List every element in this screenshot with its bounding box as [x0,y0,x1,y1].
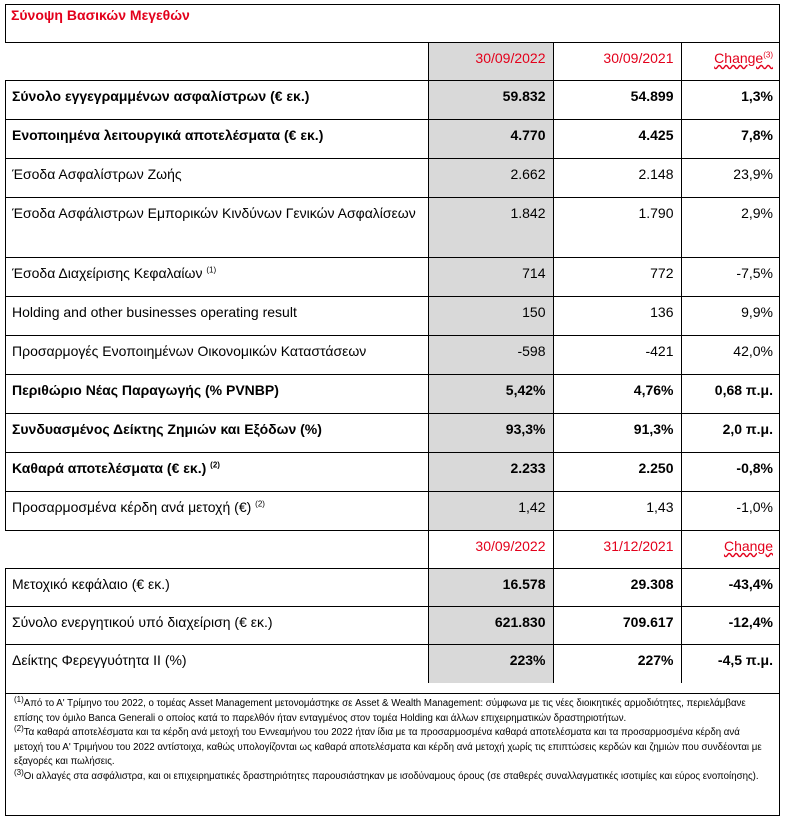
row-change: -7,5% [736,265,773,281]
table-row [5,569,780,607]
row-value-2022: 621.830 [494,614,546,630]
header2-date-1: 30/09/2022 [475,538,546,554]
footnote-marker: (2) [14,723,24,733]
row-value-2021: 1,43 [646,499,674,515]
header-date-1: 30/09/2022 [475,50,546,66]
table-row [5,607,780,645]
row-value-2022: 714 [522,265,546,281]
row-value-2022: 2.233 [510,460,546,476]
row-value-2022: 2.662 [510,166,546,182]
row-value-2022: 59.832 [502,88,546,104]
header-row-1 [5,43,780,81]
row-change: 1,3% [741,88,773,104]
footnote [14,694,771,726]
header-row-2 [5,531,780,569]
row-value-2021: 2.148 [638,166,674,182]
row-value-2022: 5,42% [505,382,546,398]
footnote [14,723,771,770]
table-title: Σύνοψη Βασικών Μεγεθών [11,7,190,23]
header-change: Change [714,50,764,66]
row-value-2021: -421 [645,343,674,359]
table-row [5,258,780,297]
footnote-text: Οι αλλαγές στα ασφάλιστρα, και οι επιχειρηματικές δραστηριότητες παρουσιάστηκαν με ισοδύναμους όρους (σε σταθερές συναλλαγματικές ισοτιμίες και εύρος ενοποίησης). [23,770,759,782]
row-change: 42,0% [733,343,773,359]
table-row [5,492,780,531]
row-label: Προσαρμοσμένα κέρδη ανά μετοχή (€) [12,499,252,515]
header2-change: Change [723,538,773,554]
row-change: 2,0 π.μ. [722,421,773,437]
row-label: Περιθώριο Νέας Παραγωγής (% PVNBP) [12,382,279,398]
row-change: -12,4% [728,614,773,630]
row-change: 7,8% [741,127,773,143]
row-value-2021: 4.425 [638,127,674,143]
header2-date-2: 31/12/2021 [603,538,674,554]
row-value-2022: 93,3% [505,421,546,437]
row-value-2022: 16.578 [502,576,546,592]
row-label: Σύνολο εγγεγραμμένων ασφαλίστρων (€ εκ.) [12,88,310,104]
row-value-2021: 91,3% [633,421,674,437]
row-value-2021: 227% [637,652,674,668]
row-label: Ενοποιημένα λειτουργικά αποτελέσματα (€ εκ.) [12,127,324,143]
row-label: Holding and other businesses operating result [12,304,297,320]
table-row [5,297,780,336]
table-row [5,336,780,375]
row-label: Έσοδα Ασφαλίστρων Ζωής [12,166,182,182]
row-label-sup: (2) [255,499,265,509]
header-date-2: 30/09/2021 [603,50,674,66]
row-value-2021: 709.617 [622,614,674,630]
table-row [5,81,780,120]
row-value-2022: 4.770 [510,127,546,143]
row-label-sup: (2) [210,460,220,470]
footnotes [5,693,780,816]
row-label: Καθαρά αποτελέσματα (€ εκ.) [12,460,207,476]
row-value-2021: 2.250 [638,460,674,476]
row-label: Προσαρμογές Ενοποιημένων Οικονομικών Καταστάσεων [12,343,367,359]
table-row [5,453,780,492]
row-label: Έσοδα Ασφάλιστρων Εμπορικών Κινδύνων Γενικών Ασφαλίσεων [12,205,416,221]
footnote [14,767,771,785]
row-value-2021: 1.790 [638,205,674,221]
row-change: 9,9% [741,304,773,320]
row-value-2021: 29.308 [630,576,674,592]
table-row [5,414,780,453]
row-label: Δείκτης Φερεγγυότητα ΙΙ (%) [12,652,187,668]
footnote-marker: (1) [14,694,24,704]
row-value-2022: 223% [509,652,546,668]
row-value-2022: 1.842 [510,205,546,221]
footnote-text: Από το Α' Τρίμηνο του 2022, ο τομέας Asset Management μετονομάστηκε σε Asset & Wealth Management: σύμφωνα με τις νέες διοικητικές αρμοδιότητες, περιελάμβανε επίσης τον όμιλο Banca Generali ο οποίος κατά το παρελθόν ήταν ενταγμένος στον τομέα Holding και άλλων επιχειρηματικών δραστηριοτήτων. [14,698,746,724]
row-value-2021: 54.899 [630,88,674,104]
table-row [5,645,780,683]
row-change: -43,4% [728,576,773,592]
row-change: 23,9% [733,166,773,182]
row-label-sup: (1) [206,265,217,275]
row-change: -4,5 π.μ. [717,652,773,668]
row-value-2022: 1,42 [518,499,546,515]
row-value-2021: 136 [650,304,674,320]
row-label: Μετοχικό κεφάλαιο (€ εκ.) [12,576,170,592]
summary-table [5,42,780,683]
table-row [5,375,780,414]
row-value-2022: 150 [522,304,546,320]
row-change: 0,68 π.μ. [714,382,773,398]
row-change: -0,8% [736,460,773,476]
row-change: -1,0% [736,499,773,515]
row-value-2022: -598 [517,343,546,359]
row-label: Σύνολο ενεργητικού υπό διαχείριση (€ εκ.) [12,614,273,630]
row-value-2021: 4,76% [633,382,674,398]
footnote-text: Τα καθαρά αποτελέσματα και τα κέρδη ανά μετοχή του Εννεαμήνου του 2022 ήταν ίδια με τα προσαρμοσμένα καθαρά αποτελέσματα και τα προσαρμοσμένα κέρδη ανά μετοχή του Α' Τριμήνου του 2022 αντίστοιχα, καθώς υπολογίζονται ως καθαρά αποτελέσματα και κέρδη ανά μετοχή χωρίς τις επιπτώσεις κερδών και ζημιών που συνδέονται με εξαγορές και πωλήσεις. [14,727,762,767]
table-row [5,159,780,198]
row-value-2021: 772 [650,265,674,281]
row-label: Συνδυασμένος Δείκτης Ζημιών και Εξόδων (%) [12,421,322,437]
row-label: Έσοδα Διαχείρισης Κεφαλαίων [12,265,203,281]
table-row [5,120,780,159]
header-change-sup: (3) [763,50,773,60]
row-change: 2,9% [741,205,773,221]
footnote-marker: (3) [14,767,24,777]
table-row [5,198,780,258]
